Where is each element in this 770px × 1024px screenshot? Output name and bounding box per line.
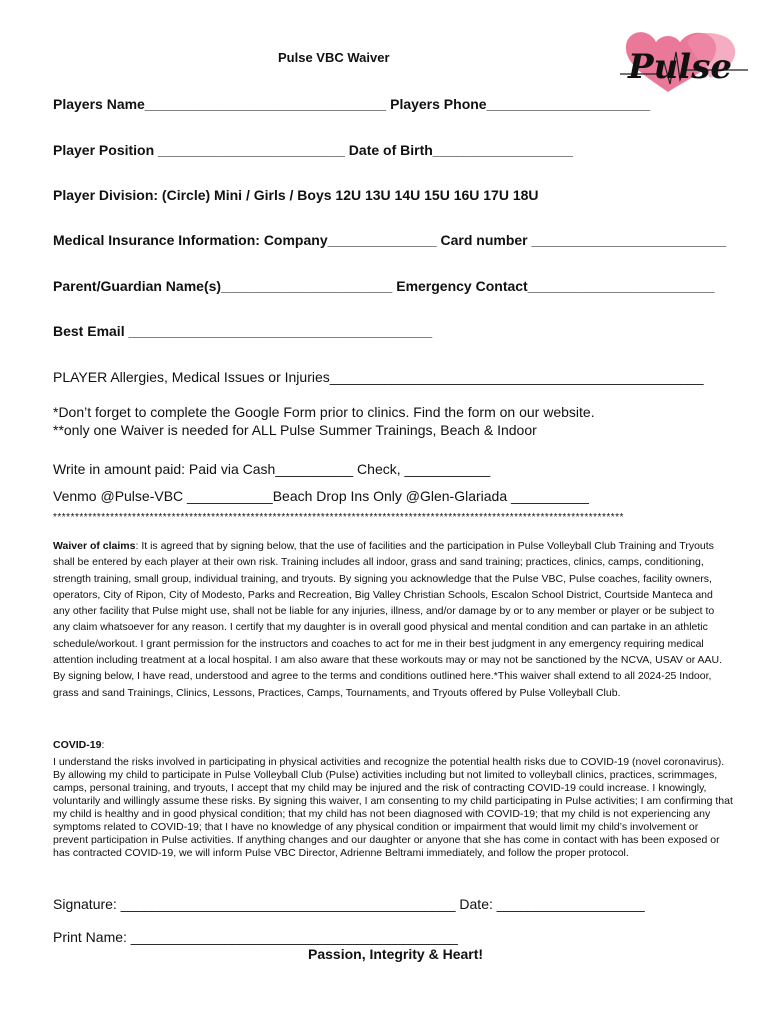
player-position-line[interactable]: Player Position ________________________ Date of Birth__________________ <box>53 142 573 158</box>
covid-paragraph: I understand the risks involved in participating in physical activities and recognize the potential health risks due to COVID-19 (novel coronavirus). By allowing my child to participate in Pulse Volleyball Club (Pulse) activities including but not limited to volleyball clinics, practices, scrimmages, camps, personal training, and tryouts, I accept that my child may be injured and the risk of contracting COVID-19 could increase. I knowingly, voluntarily and willingly assume these risks. By signing this waiver, I am consenting to my child participating in Pulse activities; I am confirming that my child is healthy and in good physical condition; that my child has not been diagnosed with COVID-19; that my child is not experiencing any symptoms related to COVID-19; that I have no knowledge of any physical condition or impairment that would limit my child’s involvement or prevent participation in Pulse activities. If anything changes and our daughter or anyone that she has come in contact with has been exposed or has contracted COVID-19, we will inform Pulse VBC Director, Adrienne Beltrami immediately, and follow the proper protocol. <box>53 756 733 859</box>
medical-insurance-line[interactable]: Medical Insurance Information: Company______________ Card number _________________________ <box>53 232 727 248</box>
best-email-line[interactable]: Best Email _______________________________________ <box>53 323 433 339</box>
asterisk-divider: ********************************************************************************************************************************** <box>53 512 624 523</box>
print-name-line[interactable]: Print Name: __________________________________________ <box>53 929 458 945</box>
covid-heading-line <box>53 739 733 752</box>
motto: Passion, Integrity & Heart! <box>308 946 484 962</box>
waiver-of-claims-paragraph <box>53 538 731 701</box>
pulse-logo <box>618 22 750 100</box>
page-title: Pulse VBC Waiver <box>278 50 390 65</box>
allergies-line[interactable]: PLAYER Allergies, Medical Issues or Injuries________________________________________________ <box>53 369 704 385</box>
venmo-line[interactable]: Venmo @Pulse-VBC ___________Beach Drop Ins Only @Glen-Glariada __________ <box>53 488 589 504</box>
waiver-body: : It is agreed that by signing below, that the use of facilities and the participation in Pulse Volleyball Club Training and Tryouts shall be entered by each player at their own risk. Training includes all indoor, grass and sand training; practices, clinics, camps, conditioning, strength training, small group, individual training, and tryouts. By signing you acknowledge that the Pulse VBC, Pulse coaches, facility owners, operators, City of Ripon, City of Modesto, Parks and Recreation, Big Valley Christian Schools, Escalon School District, Courtside Manteca and any other facility that Pulse might use, shall not be liable for any injuries, illness, and/or damage by or to any member or player or be subject to any claim whatsoever for any reason. I certify that my daughter is in overall good physical and mental condition and can partake in an athletic schedule/workout. I grant permission for the instructors and coaches to act for me in their best judgment in any emergency requiring medical attention including treatment at a local hospital. I am also aware that these workouts may or may not be sanctioned by the NCVA, USAV or AAU. By signing below, I have read, understood and agree to the terms and conditions outlined here.*This waiver shall extend to all 2024-25 Indoor, grass and sand Trainings, Clinics, Lessons, Practices, Camps, Tournaments, and Tryouts offered by Pulse Volleyball Club. <box>53 540 723 699</box>
amount-paid-line[interactable]: Write in amount paid: Paid via Cash__________ Check, ___________ <box>53 461 491 477</box>
google-form-note: *Don’t forget to complete the Google Form prior to clinics. Find the form on our website. <box>53 404 595 420</box>
player-division-line[interactable]: Player Division: (Circle) Mini / Girls / Boys 12U 13U 14U 15U 16U 17U 18U <box>53 187 539 203</box>
one-waiver-note: **only one Waiver is needed for ALL Pulse Summer Trainings, Beach & Indoor <box>53 422 537 438</box>
covid-heading: COVID-19 <box>53 739 102 751</box>
logo-text: Pulse <box>628 47 732 87</box>
covid-colon: : <box>101 739 105 751</box>
parent-guardian-line[interactable]: Parent/Guardian Name(s)______________________ Emergency Contact________________________ <box>53 278 715 294</box>
waiver-heading: Waiver of claims <box>53 540 136 552</box>
players-name-line[interactable]: Players Name_______________________________ Players Phone_____________________ <box>53 96 651 112</box>
signature-line[interactable]: Signature: ___________________________________________ Date: ___________________ <box>53 896 645 912</box>
